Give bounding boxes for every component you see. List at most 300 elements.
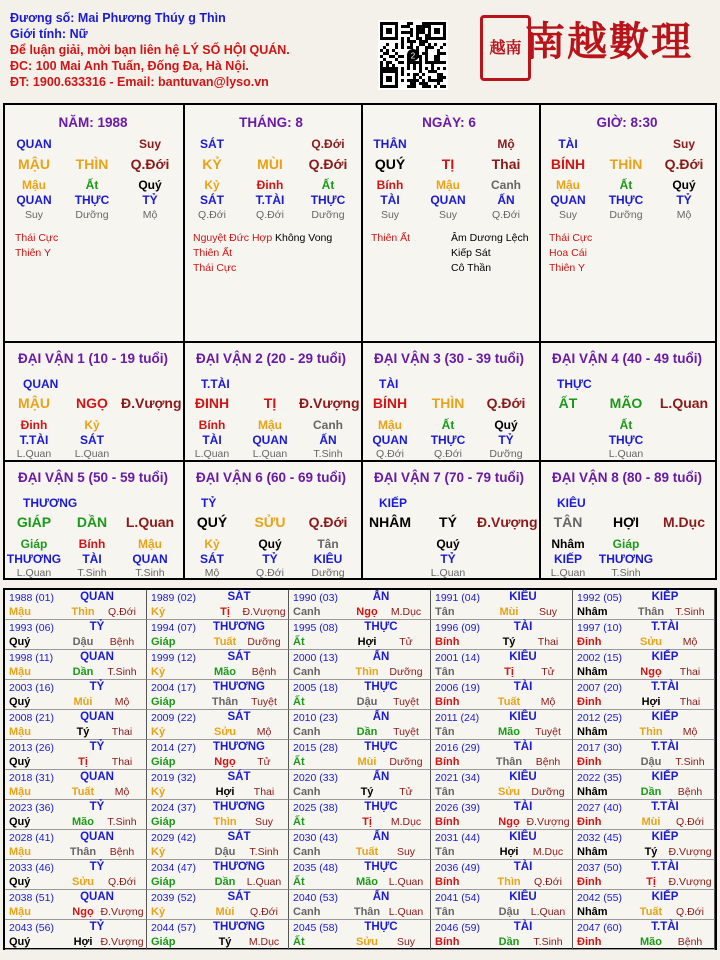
- year-phase: Bệnh: [677, 936, 703, 948]
- year-label: 2002 (15): [577, 652, 622, 664]
- year-phase: T.Sinh: [107, 816, 137, 828]
- year-cell: [573, 830, 715, 860]
- year-branch: Thìn: [497, 876, 521, 888]
- year-god: QUAN: [80, 591, 114, 603]
- year-phase: Bệnh: [109, 846, 135, 858]
- pillar-hidden-item: Mậu: [436, 178, 460, 192]
- year-branch: Tý: [360, 786, 374, 798]
- dai-van-god3-item: TÀI: [202, 433, 222, 447]
- star-item: Nguyệt Đức Hợp: [193, 232, 273, 244]
- year-branch: Mùi: [499, 606, 519, 618]
- year-cell: [289, 920, 431, 950]
- dai-van-hidden-item: Mậu: [258, 418, 282, 432]
- year-god: TÀI: [513, 741, 533, 753]
- year-label: 2023 (36): [9, 802, 54, 814]
- year-cell: [289, 890, 431, 920]
- year-branch: Mùi: [357, 756, 377, 768]
- year-cell: [5, 740, 147, 770]
- dai-van-god: TÀI: [379, 377, 399, 391]
- year-god: KIẾP: [651, 651, 679, 663]
- dai-van-phase-item: Dưỡng: [311, 567, 345, 579]
- year-cell: [5, 590, 147, 620]
- year-phase: L.Quan: [388, 906, 424, 918]
- year-branch: Dần: [356, 726, 378, 738]
- pillar-phase-item: Dưỡng: [311, 209, 345, 221]
- dai-van-god3-item: THƯƠNG: [598, 552, 654, 566]
- year-label: 2000 (13): [293, 652, 338, 664]
- year-phase: Đ.Vượng: [242, 606, 286, 618]
- year-cell: [431, 620, 573, 650]
- year-god: THƯƠNG: [213, 621, 265, 633]
- year-stem: Bính: [435, 876, 460, 888]
- dai-van-main-item: Đ.Vượng: [299, 395, 360, 411]
- year-phase: Đ.Vượng: [100, 936, 144, 948]
- year-stem: Tân: [435, 726, 455, 738]
- dai-van-main-item: L.Quan: [659, 395, 709, 411]
- year-stem: Ất: [293, 636, 305, 648]
- dai-van-hidden-item: Ất: [441, 418, 455, 432]
- dai-van-hidden-item: Mậu: [378, 418, 402, 432]
- pillar-stars-left: [371, 231, 410, 246]
- year-phase: Dưỡng: [389, 756, 423, 768]
- star-item: Không Vong: [275, 232, 333, 244]
- year-stem: Kỷ: [151, 606, 166, 618]
- dai-van-god: TỶ: [201, 496, 217, 510]
- dai-van-god3-item: QUAN: [252, 433, 288, 447]
- year-phase: Mộ: [682, 636, 698, 648]
- year-branch: Mùi: [641, 816, 661, 828]
- logo: 南越數理: [525, 18, 693, 65]
- year-phase: T.Sinh: [533, 936, 563, 948]
- year-god: THỰC: [364, 801, 398, 813]
- year-god: KIẾP: [651, 591, 679, 603]
- year-label: 2011 (24): [435, 712, 480, 724]
- year-label: 2006 (19): [435, 682, 480, 694]
- year-label: 2033 (46): [9, 862, 54, 874]
- year-god: THỰC: [364, 621, 398, 633]
- year-cell: [147, 920, 289, 950]
- pillar-top-item: THÂN: [373, 137, 407, 151]
- pillar-stars-right: [451, 231, 529, 276]
- year-label: 2004 (17): [151, 682, 196, 694]
- year-phase: M.Dục: [390, 606, 422, 618]
- pillar-god-item: QUAN: [550, 193, 586, 207]
- dai-van-god3-item: ẤN: [319, 433, 337, 447]
- year-branch: Dần: [498, 936, 520, 948]
- year-god: SÁT: [227, 711, 251, 723]
- year-cell: [147, 800, 289, 830]
- pillar-main-item: Thai: [491, 156, 521, 172]
- pillar-god-item: THỰC: [310, 193, 346, 207]
- year-stem: Bính: [435, 816, 460, 828]
- pillar-top-item: Suy: [138, 137, 161, 151]
- pillar-god-item: QUAN: [430, 193, 466, 207]
- pillar-title: NĂM: 1988: [58, 115, 128, 130]
- dai-van-hidden-item: Giáp: [612, 537, 640, 551]
- year-god: QUAN: [80, 711, 114, 723]
- year-branch: Mão: [640, 936, 662, 948]
- dai-van-title: ĐẠI VẬN 1 (10 - 19 tuổi): [17, 351, 169, 366]
- star-item: Thái Cực: [549, 232, 593, 244]
- year-god: ẤN: [372, 651, 390, 663]
- year-phase: Suy: [396, 846, 416, 858]
- dai-van-phase-item: Q.Đới: [434, 448, 462, 460]
- year-stem: Giáp: [151, 696, 176, 708]
- year-stem: Kỷ: [151, 846, 166, 858]
- year-phase: Đ.Vượng: [668, 876, 712, 888]
- year-stem: Giáp: [151, 636, 176, 648]
- dai-van-phase-item: Dưỡng: [489, 448, 523, 460]
- dai-van-god3-item: THỰC: [430, 433, 466, 447]
- year-stem: Canh: [293, 606, 321, 618]
- dai-van-hidden-item: Giáp: [20, 537, 48, 551]
- dai-van-phase-item: Q.Đới: [256, 567, 284, 579]
- year-branch: Thân: [353, 906, 381, 918]
- year-cell: [431, 650, 573, 680]
- dai-van-god3-item: TÀI: [82, 552, 102, 566]
- dai-van-cell: [5, 462, 181, 579]
- dai-van-phase-item: Mộ: [204, 567, 220, 579]
- year-stem: Giáp: [151, 936, 176, 948]
- year-label: 2003 (16): [9, 682, 54, 694]
- year-god: QUAN: [80, 891, 114, 903]
- dai-van-phase-item: L.Quan: [430, 567, 466, 579]
- year-phase: Dưỡng: [247, 636, 281, 648]
- year-label: 2031 (44): [435, 832, 480, 844]
- year-branch: Hợi: [73, 936, 93, 948]
- year-cell: [431, 740, 573, 770]
- year-stem: Đinh: [577, 696, 602, 708]
- dai-van-phase-item: L.Quan: [74, 448, 110, 460]
- year-branch: Thân: [495, 756, 523, 768]
- year-god: THƯƠNG: [213, 741, 265, 753]
- year-label: 1998 (11): [9, 652, 54, 664]
- year-stem: Nhâm: [577, 726, 608, 738]
- dai-van-god3-item: SÁT: [200, 552, 224, 566]
- year-branch: Dậu: [72, 636, 94, 648]
- pillar-god-item: THỰC: [74, 193, 110, 207]
- pillar-hidden-item: Ất: [85, 178, 99, 192]
- year-label: 1997 (10): [577, 622, 622, 634]
- year-god: TÀI: [513, 921, 533, 933]
- year-stem: Ất: [293, 816, 305, 828]
- dai-van-main-item: TÂN: [553, 514, 583, 530]
- dai-van-main-item: Q.Đới: [486, 395, 526, 411]
- year-god: KIÊU: [509, 591, 537, 603]
- year-phase: Tử: [257, 756, 271, 768]
- year-god: SÁT: [227, 891, 251, 903]
- year-label: 2037 (50): [577, 862, 622, 874]
- year-cell: [289, 680, 431, 710]
- dai-van-hidden-item: Quý: [494, 418, 518, 432]
- dai-van-main-item: Đ.Vượng: [121, 395, 182, 411]
- year-god: SÁT: [227, 651, 251, 663]
- dai-van-phase-item: T.Sinh: [611, 567, 641, 579]
- pillar-stars-left: [15, 231, 58, 261]
- header-line: Đương số: Mai Phương Thúy g Thìn: [10, 11, 226, 25]
- dai-van-main-item: HỢI: [613, 514, 639, 530]
- header: [0, 0, 720, 100]
- year-label: 2014 (27): [151, 742, 196, 754]
- dai-van-god3-item: KIÊU: [313, 552, 343, 566]
- year-cell: [289, 770, 431, 800]
- pillar-title: THÁNG: 8: [239, 115, 303, 130]
- year-phase: Suy: [538, 606, 558, 618]
- year-stem: Mậu: [9, 726, 31, 738]
- year-branch: Thìn: [71, 606, 95, 618]
- year-stem: Giáp: [151, 756, 176, 768]
- year-branch: Tuất: [639, 906, 663, 918]
- year-branch: Hợi: [641, 696, 661, 708]
- year-label: 2025 (38): [293, 802, 338, 814]
- year-phase: Dưỡng: [389, 666, 423, 678]
- year-phase: L.Quan: [388, 876, 424, 888]
- pillar-main-item: QUÝ: [374, 156, 406, 172]
- pillar-main-item: MẬU: [18, 156, 50, 172]
- year-label: 1999 (12): [151, 652, 196, 664]
- dai-van-title: ĐẠI VẬN 6 (60 - 69 tuổi): [195, 470, 347, 485]
- dai-van-hidden-item: Quý: [436, 537, 460, 551]
- dai-van-god3-item: T.TÀI: [19, 433, 49, 447]
- year-god: THỰC: [364, 741, 398, 753]
- year-branch: Sửu: [71, 876, 95, 888]
- year-branch: Thìn: [355, 666, 379, 678]
- year-phase: Tử: [399, 636, 413, 648]
- year-cell: [573, 860, 715, 890]
- year-stem: Kỷ: [151, 786, 166, 798]
- year-god: ẤN: [372, 831, 390, 843]
- year-phase: Thai: [679, 666, 701, 678]
- year-god: ẤN: [372, 891, 390, 903]
- year-phase: Mộ: [114, 696, 130, 708]
- year-cell: [431, 770, 573, 800]
- dai-van-cell: [539, 462, 715, 579]
- year-branch: Thân: [69, 846, 97, 858]
- qr-code[interactable]: [378, 20, 448, 90]
- pillar-hidden-item: Mậu: [556, 178, 580, 192]
- dai-van-hidden-item: Canh: [313, 418, 343, 432]
- star-item: Thiên Ất: [371, 232, 411, 244]
- year-label: 2042 (55): [577, 892, 622, 904]
- year-god: SÁT: [227, 771, 251, 783]
- header-line: Để luận giải, mời bạn liên hệ LÝ SỐ HỘI QUÁN.: [10, 43, 290, 57]
- year-stem: Canh: [293, 666, 321, 678]
- year-label: 2028 (41): [9, 832, 54, 844]
- yearly-grid: [3, 588, 717, 950]
- year-branch: Hợi: [499, 846, 519, 858]
- year-branch: Mão: [498, 726, 520, 738]
- dai-van-title: ĐẠI VẬN 8 (80 - 89 tuổi): [551, 470, 703, 485]
- dai-van-god3-item: THỰC: [608, 433, 644, 447]
- year-branch: Dậu: [214, 846, 236, 858]
- year-phase: Mộ: [540, 696, 556, 708]
- dai-van-cell: [361, 462, 537, 579]
- pillar-main-item: MÙI: [257, 156, 283, 172]
- pillar-main-item: TỊ: [441, 156, 455, 172]
- year-branch: Dần: [72, 666, 94, 678]
- year-cell: [431, 920, 573, 950]
- star-item: Cô Thần: [451, 262, 492, 274]
- year-label: 2013 (26): [9, 742, 54, 754]
- year-cell: [5, 650, 147, 680]
- dai-van-hidden-item: Kỷ: [84, 418, 100, 432]
- year-label: 1996 (09): [435, 622, 480, 634]
- pillar-top-item: Q.Đới: [311, 137, 345, 151]
- dai-van-god: THƯƠNG: [23, 496, 78, 510]
- seal-stamp: 越南: [480, 15, 531, 81]
- year-branch: Tuất: [71, 786, 95, 798]
- year-phase: Thai: [537, 636, 559, 648]
- year-label: 2029 (42): [151, 832, 196, 844]
- pillar-phase-item: Suy: [438, 209, 458, 221]
- year-phase: Q.Đới: [534, 876, 562, 888]
- year-cell: [5, 890, 147, 920]
- year-god: TỶ: [89, 621, 105, 633]
- year-branch: Sửu: [213, 726, 237, 738]
- year-branch: Mão: [356, 876, 378, 888]
- pillar-god-item: ẤN: [497, 193, 515, 207]
- pillar-hidden-item: Canh: [491, 178, 521, 192]
- year-god: KIÊU: [509, 651, 537, 663]
- year-god: ẤN: [372, 591, 390, 603]
- year-cell: [147, 740, 289, 770]
- year-stem: Bính: [435, 936, 460, 948]
- dai-van-main-item: MÃO: [609, 395, 643, 411]
- year-cell: [289, 800, 431, 830]
- year-cell: [431, 680, 573, 710]
- year-god: SÁT: [227, 831, 251, 843]
- year-cell: [573, 710, 715, 740]
- year-cell: [5, 800, 147, 830]
- year-cell: [289, 860, 431, 890]
- year-branch: Hợi: [357, 636, 377, 648]
- year-cell: [289, 740, 431, 770]
- year-branch: Dần: [214, 876, 236, 888]
- year-god: THƯƠNG: [213, 681, 265, 693]
- year-branch: Mão: [72, 816, 94, 828]
- year-branch: Tị: [646, 876, 656, 888]
- year-stem: Đinh: [577, 816, 602, 828]
- year-cell: [5, 770, 147, 800]
- year-phase: T.Sinh: [249, 846, 279, 858]
- year-stem: Đinh: [577, 756, 602, 768]
- header-line: ĐT: 1900.633316 - Email: bantuvan@lyso.vn: [10, 75, 269, 89]
- year-phase: Q.Đới: [250, 906, 278, 918]
- year-stem: Ất: [293, 876, 305, 888]
- pillar-title: NGÀY: 6: [422, 115, 476, 130]
- year-stem: Tân: [435, 846, 455, 858]
- year-stem: Tân: [435, 906, 455, 918]
- year-cell: [573, 770, 715, 800]
- year-stem: Canh: [293, 786, 321, 798]
- year-branch: Ngọ: [356, 606, 378, 618]
- year-god: TỶ: [89, 861, 105, 873]
- year-phase: T.Sinh: [675, 606, 705, 618]
- pillar-cell: [5, 105, 181, 341]
- star-item: Thái Cực: [15, 232, 59, 244]
- year-phase: Q.Đới: [676, 816, 704, 828]
- year-cell: [431, 590, 573, 620]
- year-stem: Nhâm: [577, 906, 608, 918]
- star-item: Thiên Ất: [193, 247, 233, 259]
- year-stem: Bính: [435, 756, 460, 768]
- year-cell: [147, 590, 289, 620]
- pillar-main-item: Q.Đới: [664, 156, 704, 172]
- year-cell: [289, 650, 431, 680]
- dai-van-god3-item: QUAN: [372, 433, 408, 447]
- year-label: 2008 (21): [9, 712, 54, 724]
- dai-van-phase-item: T.Sinh: [77, 567, 107, 579]
- year-label: 2009 (22): [151, 712, 196, 724]
- dai-van-main-item: MẬU: [18, 395, 50, 411]
- year-god: TÀI: [513, 861, 533, 873]
- dai-van-god: T.TÀI: [201, 377, 230, 391]
- year-phase: M.Dục: [248, 936, 280, 948]
- year-branch: Mùi: [215, 906, 235, 918]
- year-stem: Bính: [435, 636, 460, 648]
- year-god: T.TÀI: [651, 861, 679, 873]
- year-label: 1991 (04): [435, 592, 480, 604]
- year-cell: [147, 770, 289, 800]
- pillar-phase-item: Suy: [24, 209, 44, 221]
- year-branch: Mùi: [73, 696, 93, 708]
- year-stem: Mậu: [9, 606, 31, 618]
- year-god: THƯƠNG: [213, 921, 265, 933]
- year-stem: Nhâm: [577, 666, 608, 678]
- year-phase: Mộ: [114, 786, 130, 798]
- header-line: ĐC: 100 Mai Anh Tuấn, Đống Đa, Hà Nội.: [10, 59, 249, 73]
- pillar-phase-item: Q.Đới: [198, 209, 226, 221]
- dai-van-god: QUAN: [23, 377, 59, 391]
- year-cell: [5, 680, 147, 710]
- dai-van-main-item: L.Quan: [125, 514, 175, 530]
- year-phase: Tuyệt: [393, 726, 419, 738]
- dai-van-phase-item: L.Quan: [194, 448, 230, 460]
- dai-van-god3-item: TỶ: [262, 552, 278, 566]
- year-label: 2046 (59): [435, 922, 480, 934]
- year-phase: Thai: [111, 726, 133, 738]
- dai-van-god3-item: KIẾP: [553, 552, 582, 566]
- year-god: ẤN: [372, 711, 390, 723]
- year-god: T.TÀI: [651, 921, 679, 933]
- star-item: Kiếp Sát: [451, 247, 491, 259]
- year-god: ẤN: [372, 771, 390, 783]
- year-branch: Tý: [218, 936, 232, 948]
- year-phase: Q.Đới: [676, 906, 704, 918]
- year-god: KIÊU: [509, 711, 537, 723]
- year-cell: [431, 890, 573, 920]
- year-cell: [289, 710, 431, 740]
- dai-van-main-item: GIÁP: [16, 514, 52, 530]
- pillar-phase-item: Dưỡng: [75, 209, 109, 221]
- year-god: KIÊU: [509, 891, 537, 903]
- header-line: Giới tính: Nữ: [10, 27, 88, 41]
- year-phase: Bệnh: [677, 786, 703, 798]
- dai-van-phase-item: L.Quan: [252, 448, 288, 460]
- year-god: QUAN: [80, 771, 114, 783]
- pillar-cell: [183, 105, 359, 341]
- year-phase: T.Sinh: [675, 756, 705, 768]
- year-branch: Thân: [211, 696, 239, 708]
- year-branch: Thìn: [639, 726, 663, 738]
- year-label: 2039 (52): [151, 892, 196, 904]
- pillar-stars-left: [193, 231, 272, 276]
- dai-van-main-item: QUÝ: [196, 514, 228, 530]
- year-label: 1994 (07): [151, 622, 196, 634]
- pillar-phase-item: Suy: [558, 209, 578, 221]
- year-stem: Canh: [293, 726, 321, 738]
- year-branch: Thìn: [213, 816, 237, 828]
